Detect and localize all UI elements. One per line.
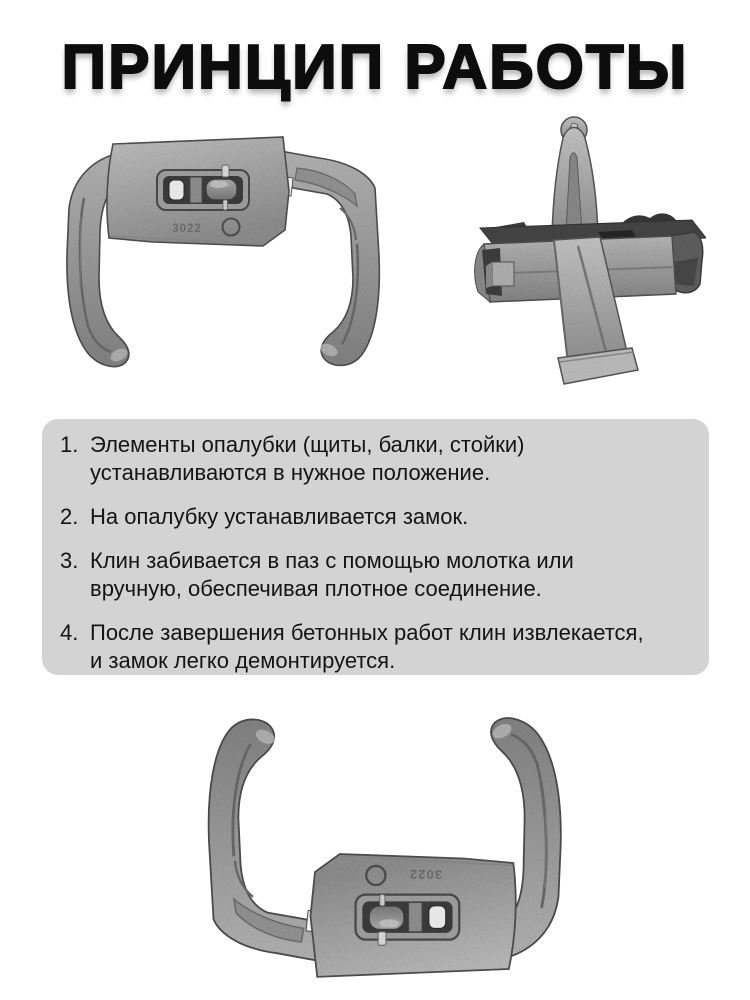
step-line: Элементы опалубки (щиты, балки, стойки)	[90, 432, 525, 457]
step-item-3	[60, 547, 685, 603]
step-text	[90, 431, 685, 487]
step-line: Клин забивается в паз с помощью молотка или	[90, 548, 574, 573]
step-text	[90, 619, 685, 675]
step-number: 4.	[60, 620, 79, 645]
step-item-2	[60, 503, 685, 531]
step-text	[90, 547, 685, 603]
clamp-top-view-photo	[466, 116, 706, 388]
step-line: На опалубку устанавливается замок.	[90, 504, 469, 529]
clamp-side-view-photo	[57, 136, 387, 372]
steps-panel	[42, 419, 709, 675]
clamp-rotated-view-photo	[200, 712, 572, 978]
step-number: 1.	[60, 432, 79, 457]
step-item-1	[60, 431, 685, 487]
step-text	[90, 503, 685, 531]
step-line: и замок легко демонтируется.	[90, 648, 396, 673]
step-line: После завершения бетонных работ клин извлекается,	[90, 620, 644, 645]
step-line: вручную, обеспечивая плотное соединение.	[90, 576, 542, 601]
step-number: 3.	[60, 548, 79, 573]
step-line: устанавливаются в нужное положение.	[90, 460, 491, 485]
step-number: 2.	[60, 504, 79, 529]
step-item-4	[60, 619, 685, 675]
page-title: ПРИНЦИП РАБОТЫ	[61, 33, 689, 102]
